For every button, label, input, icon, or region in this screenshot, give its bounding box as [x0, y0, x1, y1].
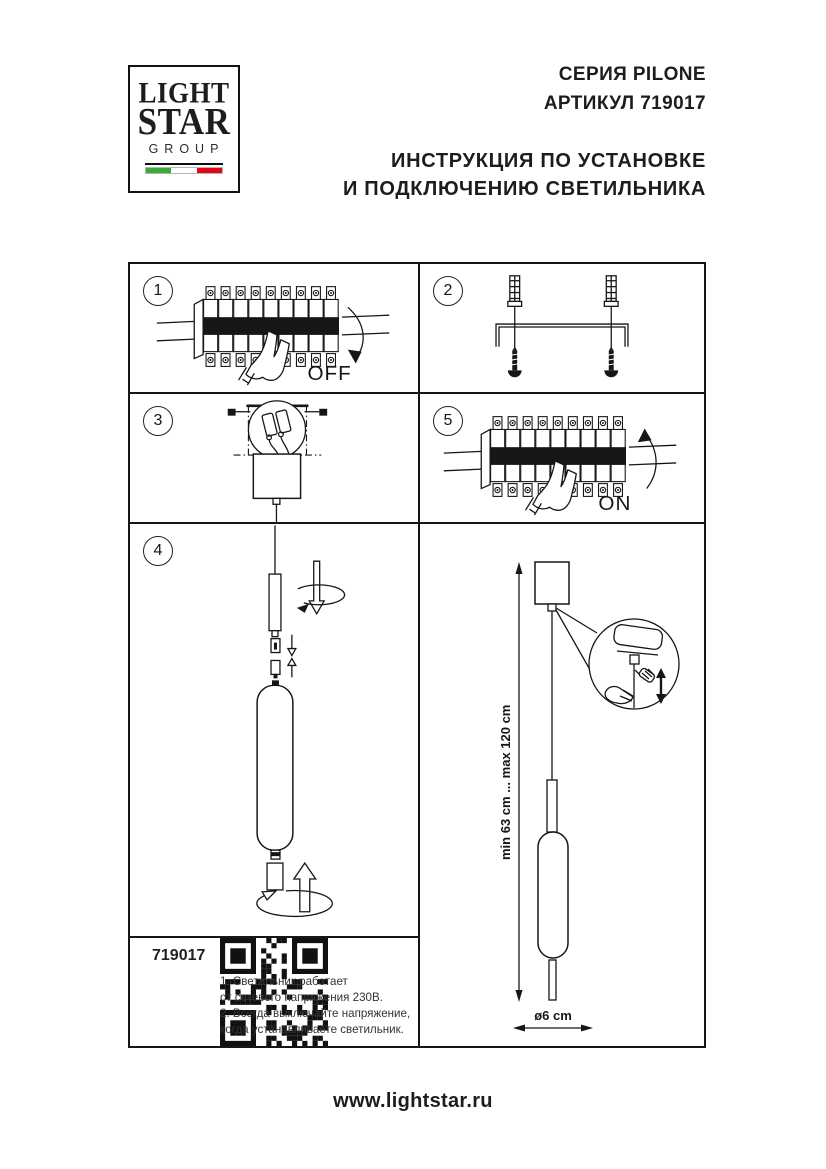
series-title: СЕРИЯ PILONE: [558, 64, 706, 85]
page-title: [343, 147, 706, 203]
step-5-panel: [420, 394, 704, 524]
step-3-number: 3: [143, 406, 173, 436]
flag-white: [171, 168, 196, 173]
suspension-rod: [547, 780, 557, 832]
step-4-panel: [130, 524, 420, 936]
step-4-number: 4: [143, 536, 173, 566]
end-cap-cylinder: [267, 863, 283, 890]
logo-text-star: STAR: [137, 100, 231, 143]
page-title-line2: И ПОДКЛЮЧЕНИЮ СВЕТИЛЬНИКА: [342, 178, 706, 200]
mounting-bracket-icon: [496, 324, 628, 347]
diameter-label: ø6 cm: [534, 1008, 572, 1023]
note-line-4: когда устанавливаете светильник.: [220, 1023, 404, 1036]
logo-text-light: LIGHT: [138, 76, 230, 110]
notes-panel: [130, 936, 420, 1046]
rotate-screw-icon: [297, 561, 345, 614]
rotate-cap-icon: [257, 891, 332, 917]
suspension-rod: [269, 574, 281, 631]
lamp-body: [257, 685, 293, 850]
step-3-panel: [130, 394, 420, 524]
insert-up-arrow-icon: [288, 658, 296, 677]
step-4-drawing: [130, 524, 418, 936]
lamp-bottom-fitting: [271, 850, 280, 859]
flag-red: [197, 168, 222, 173]
lightstar-logo: [128, 65, 240, 193]
screw-up-arrow-icon: [294, 863, 316, 912]
article-title: АРТИКУЛ 719017: [543, 93, 706, 114]
step-5-number: 5: [433, 406, 463, 436]
on-arrow-icon: [645, 433, 656, 488]
ceiling-canopy: [535, 562, 569, 604]
step-5-drawing: [420, 394, 704, 522]
step-1-drawing: [130, 264, 418, 392]
note-line-2: от сетевого напряжения 230В.: [220, 991, 383, 1004]
note-line-1: 1. Светильник работает: [220, 975, 348, 988]
dimensions-panel: [420, 524, 704, 1046]
cable-gland: [273, 498, 280, 504]
logo-flag-bar: [145, 163, 223, 174]
logo-text-group: GROUP: [148, 142, 225, 156]
step-2-panel: [420, 264, 704, 394]
driver-box: [253, 454, 300, 498]
step-1-number: 1: [143, 276, 173, 306]
connector-upper: [271, 639, 280, 653]
step-2-drawing: [420, 264, 704, 392]
step-1-panel: [130, 264, 420, 394]
connector-lower: [271, 660, 280, 678]
lamp-stem: [549, 960, 556, 1000]
website-link: www.lightstar.ru: [333, 1090, 493, 1112]
insert-down-arrow-icon: [288, 635, 296, 656]
notes-article-number: 719017: [152, 947, 206, 964]
page-title-line1: ИНСТРУКЦИЯ ПО УСТАНОВКЕ: [391, 150, 706, 172]
safety-notes: [220, 974, 410, 1038]
diameter-dimension-arrow: [513, 1025, 593, 1032]
step-2-number: 2: [433, 276, 463, 306]
height-range-label: min 63 cm ... max 120 cm: [498, 704, 513, 860]
on-arrow-head: [638, 428, 652, 442]
dimensions-drawing: [420, 524, 704, 1046]
height-dimension-arrow: [516, 562, 523, 1002]
step-3-drawing: [130, 394, 418, 522]
cable-lock: [548, 604, 556, 611]
step-1-label: OFF: [307, 362, 352, 386]
instruction-grid: [128, 262, 706, 1048]
flag-green: [146, 168, 171, 173]
step-5-label: ON: [598, 492, 632, 516]
lamp-body: [538, 832, 568, 958]
note-line-3: 2. Всегда выключайте напряжение,: [220, 1007, 411, 1020]
